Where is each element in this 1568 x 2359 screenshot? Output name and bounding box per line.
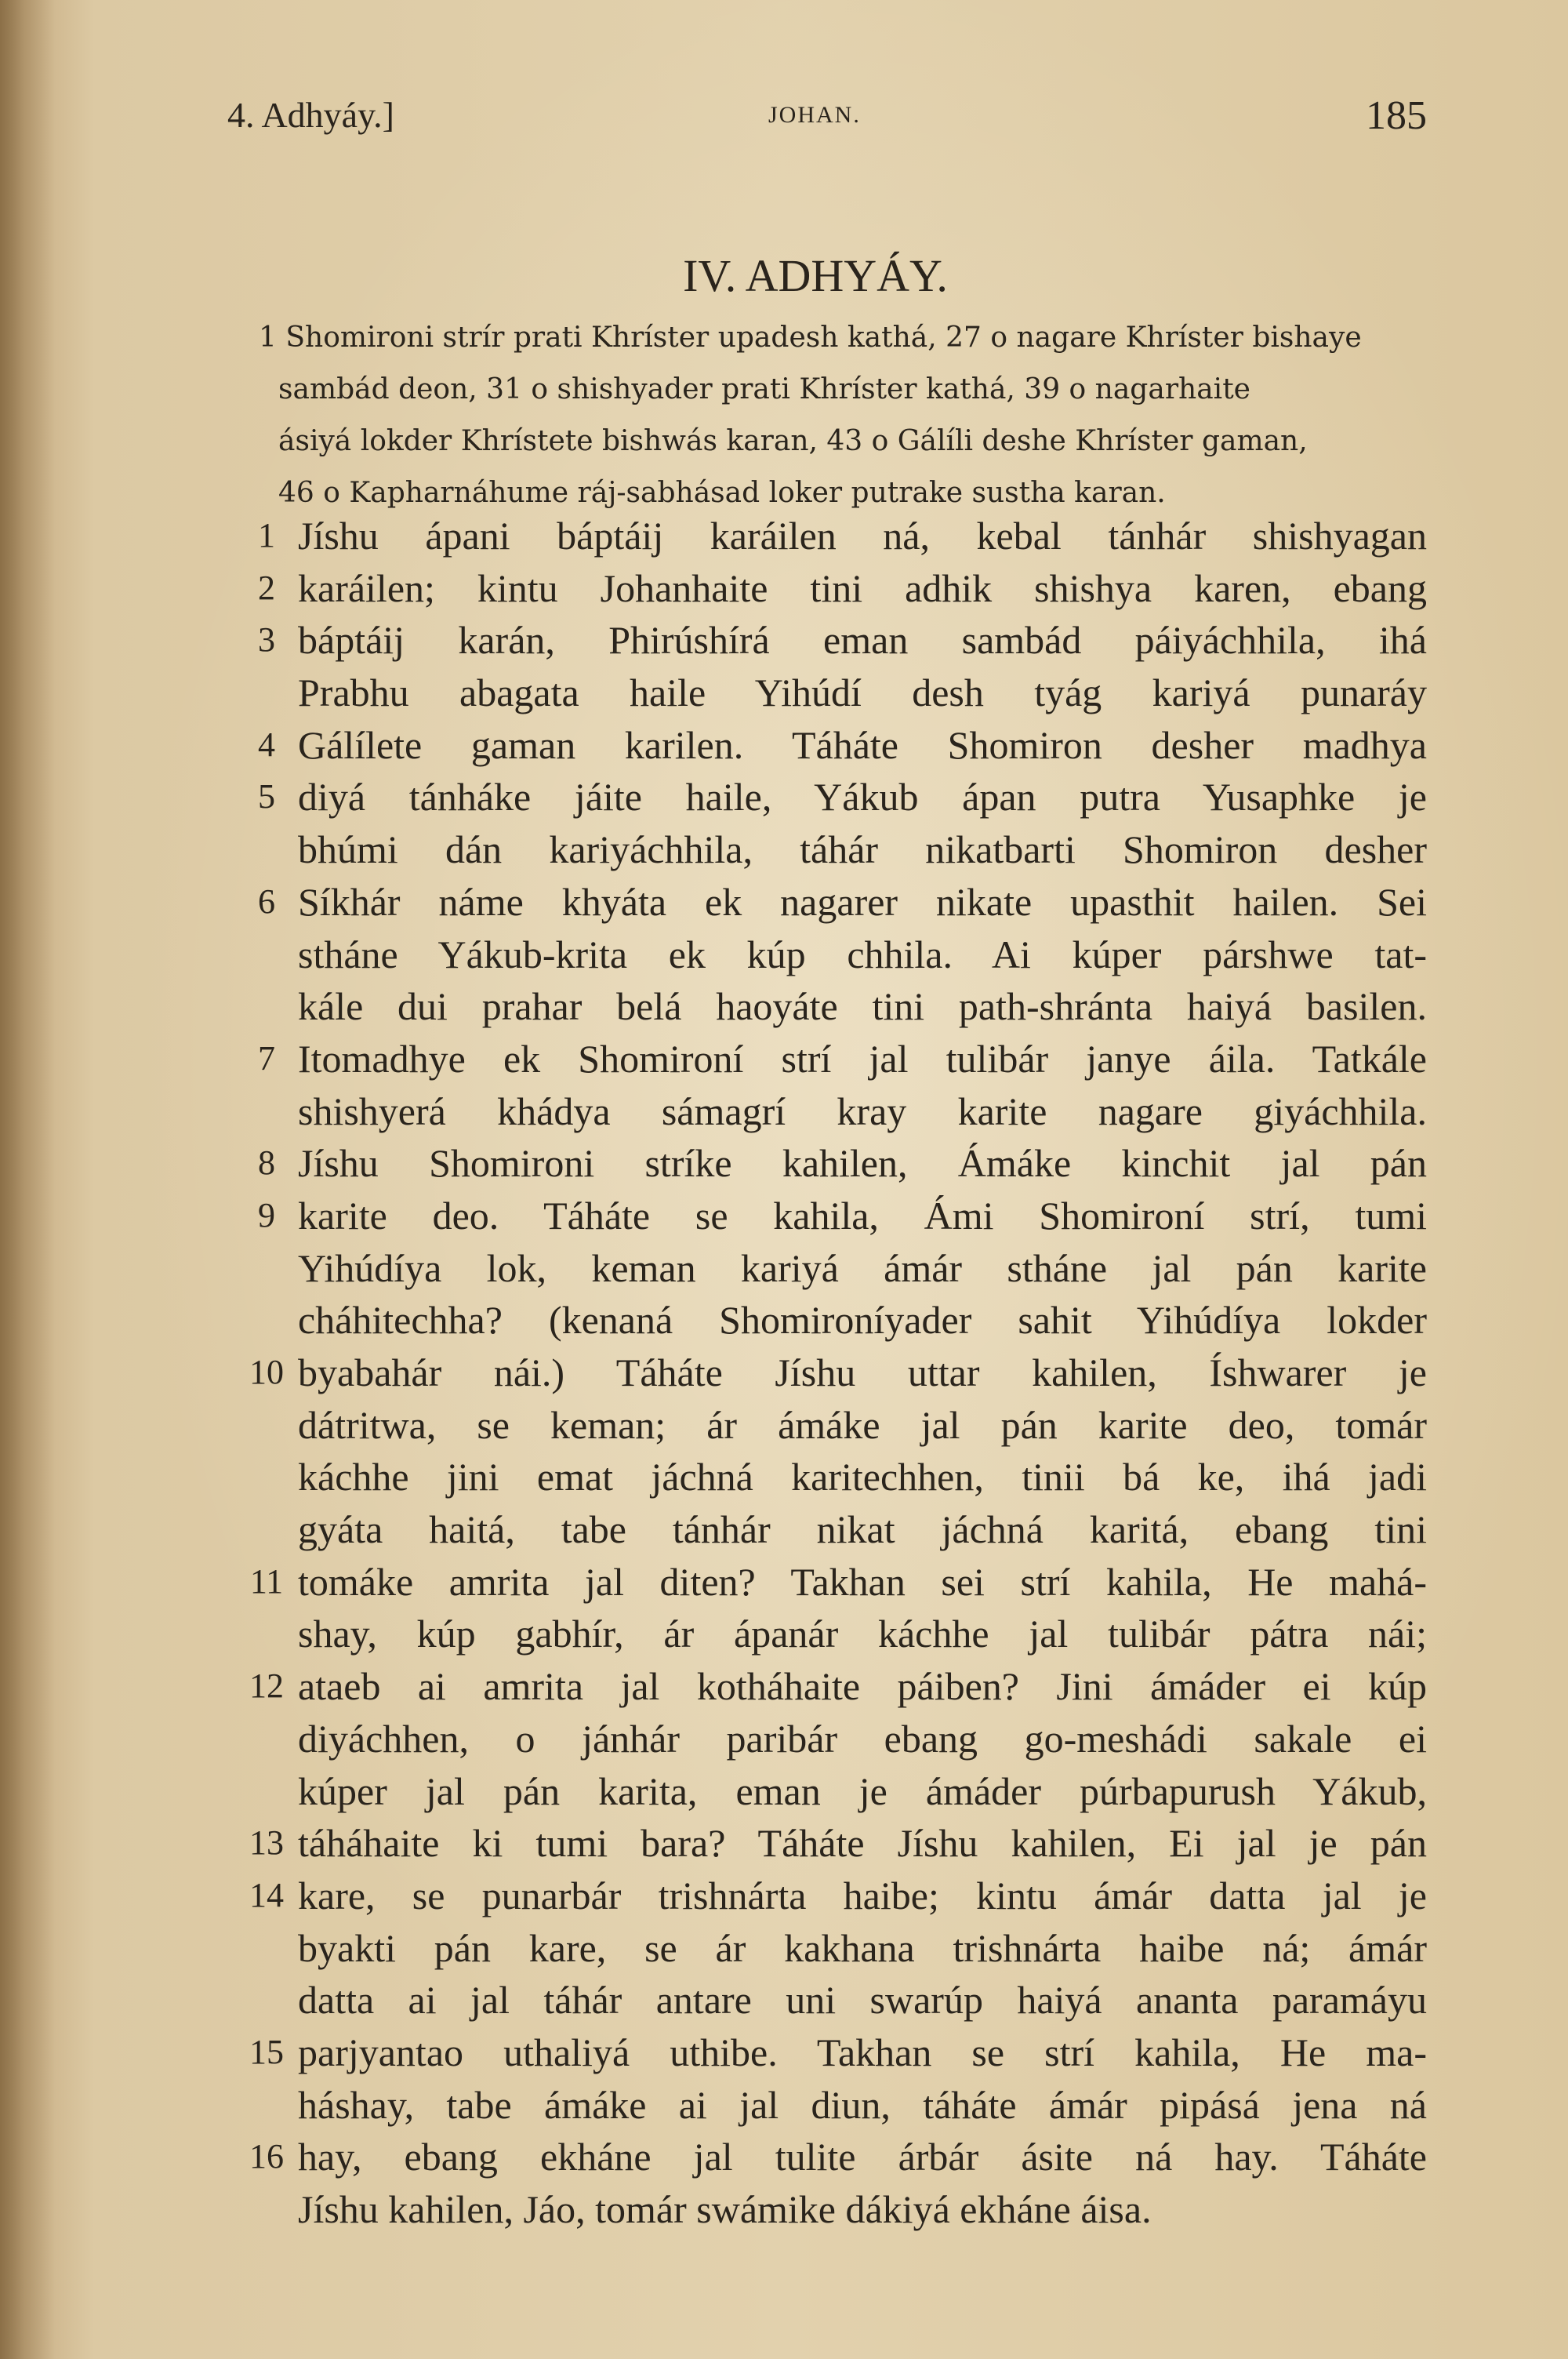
verse-line [235,614,1427,667]
verse-line-text: karite deo. Táháte se kahila, Ámi Shomironí strí, tumi [298,1193,1427,1238]
verse-number: 7 [258,1038,275,1078]
verse-line [235,1556,1427,1608]
verse-number: 4 [258,725,275,764]
summary-line: 46 o Kapharnáhume ráj-sabhásad loker putrake sustha karan. [278,477,1166,509]
verse-line-text: Jíshu Shomironi stríke kahilen, Ámáke kinchit jal pán [298,1141,1427,1186]
verse-number: 1 [258,516,275,554]
verse-line [235,1033,1427,1085]
running-head [227,94,1427,149]
verse-line [235,1608,1427,1660]
verse-line [235,1922,1427,1975]
verse-line [235,1765,1427,1818]
verse-line-text: byakti pán kare, se ár kakhana trishnárta haibe ná; ámár [298,1925,1427,1970]
verse-line [235,771,1427,823]
verse-line [235,1870,1427,1922]
verse-line [235,510,1427,562]
summary-line: sambád deon, 31 o shishyader prati Khríster kathá, 39 o nagarhaite [278,373,1250,405]
verse-line-text: ataeb ai amrita jal kotháhaite páiben? Jini ámáder ei kúp [298,1664,1427,1709]
verse-number: 3 [258,620,275,660]
verse-line [235,1294,1427,1347]
verse-line [235,2131,1427,2183]
verse-line [235,1974,1427,2026]
verse-number: 10 [249,1353,284,1391]
verse-line-text: Jíshu ápani báptáij karáilen ná, kebal tánhár shishyagan [298,514,1427,558]
verse-line-text: gyáta haitá, tabe tánhár nikat jáchná karitá, ebang tini [298,1507,1427,1552]
verse-number: 16 [249,2137,284,2176]
verse-line-text: káchhe jini emat jáchná karitechhen, tinii bá ke, ihá jadi [298,1455,1427,1499]
verse-line [235,1347,1427,1399]
verse-line [235,719,1427,772]
verse-number: 6 [258,881,275,921]
verse-line [235,1085,1427,1138]
verse-line [235,1660,1427,1713]
verse-line-text: tomáke amrita jal diten? Takhan sei strí kahila, He mahá- [298,1559,1427,1604]
verse-number: 14 [249,1875,284,1914]
verse-line [235,980,1427,1033]
verse-line-text: parjyantao uthaliyá uthibe. Takhan se strí kahila, He ma- [298,2030,1427,2074]
verse-line-text: hay, ebang ekháne jal tulite árbár ásite ná hay. Táháte [298,2135,1427,2179]
verse-line-text: Jíshu kahilen, Jáo, tomár swámike dákiyá ekháne áisa. [298,2187,1152,2231]
verse-line-text: Itomadhye ek Shomironí strí jal tulibár janye áila. Tatkále [298,1036,1427,1081]
verse-line [235,562,1427,615]
verse-line [235,2079,1427,2132]
verse-line [235,823,1427,876]
verse-line [235,1817,1427,1870]
verse-line [235,2183,1427,2236]
verse-number: 13 [249,1823,284,1863]
verse-text [235,510,1427,2236]
verse-line-text: stháne Yákub-krita ek kúp chhila. Ai kúper párshwe tat- [298,932,1427,976]
verse-line [235,1713,1427,1765]
summary-line: ásiyá lokder Khrístete bishwás karan, 43 o Gálíli deshe Khríster gaman, [278,425,1308,457]
verse-line-text: háshay, tabe ámáke ai jal diun, táháte ámár pipásá jena ná [298,2082,1427,2127]
verse-line [235,667,1427,719]
running-head-chapter: 4. Adhyáy.] [227,95,394,135]
verse-number: 11 [249,1561,284,1601]
verse-line-text: karáilen; kintu Johanhaite tini adhik shishya karen, ebang [298,565,1427,610]
page-number: 185 [1366,93,1427,138]
verse-line-text: táháhaite ki tumi bara? Táháte Jíshu kahilen, Ei jal je pán [298,1821,1427,1866]
verse-number: 2 [258,568,275,607]
summary-line: 1 Shomironi strír prati Khríster upadesh kathá, 27 o nagare Khríster bishaye [259,322,1362,354]
verse-line-text: cháhitechha? (kenaná Shomironíyader sahit Yihúdíya lokder [298,1298,1427,1343]
verse-line-text: diyá tánháke jáite haile, Yákub ápan putra Yusaphke je [298,775,1427,820]
verse-number: 12 [249,1667,284,1706]
verse-number: 8 [258,1143,275,1183]
verse-line [235,1503,1427,1556]
page-gutter-shadow [0,0,55,2359]
verse-line-text: shay, kúp gabhír, ár ápanár káchhe jal tulibár pátra nái; [298,1612,1427,1656]
verse-line-text: diyáchhen, o jánhár paribár ebang go-meshádi sakale ei [298,1716,1427,1761]
verse-line-text: datta ai jal táhár antare uni swarúp haiyá ananta paramáyu [298,1978,1427,2023]
verse-line [235,2026,1427,2079]
verse-line-text: Síkhár náme khyáta ek nagarer nikate upasthit hailen. Sei [298,879,1427,924]
verse-line [235,929,1427,981]
verse-line-text: báptáij karán, Phirúshírá eman sambád páiyáchhila, ihá [298,618,1427,663]
verse-line-text: dátritwa, se keman; ár ámáke jal pán karite deo, tomár [298,1402,1427,1447]
verse-line-text: byabahár nái.) Táháte Jíshu uttar kahilen, Íshwarer je [298,1350,1427,1394]
chapter-title: IV. ADHYÁY. [683,250,948,301]
verse-line [235,1242,1427,1295]
verse-line-text: Yihúdíya lok, keman kariyá ámár stháne jal pán karite [298,1245,1427,1290]
verse-line [235,876,1427,929]
verse-number: 9 [258,1195,275,1234]
running-head-book: JOHAN. [768,102,861,128]
verse-line-text: bhúmi dán kariyáchhila, táhár nikatbarti Shomiron desher [298,827,1427,872]
verse-line-text: kále dui prahar belá haoyáte tini path-shránta haiyá basilen. [298,984,1427,1029]
verse-line [235,1451,1427,1503]
verse-number: 5 [258,777,275,816]
verse-number: 15 [249,2032,284,2071]
verse-line-text: Prabhu abagata haile Yihúdí desh tyág kariyá punaráy [298,671,1427,715]
verse-line-text: Gálílete gaman karilen. Táháte Shomiron desher madhya [298,722,1427,767]
verse-line-text: kare, se punarbár trishnárta haibe; kintu ámár datta jal je [298,1873,1427,1917]
chapter-summary [259,312,1427,519]
verse-line [235,1399,1427,1452]
verse-line [235,1190,1427,1242]
verse-line-text: shishyerá khádya sámagrí kray karite nagare giyáchhila. [298,1089,1427,1133]
verse-line-text: kúper jal pán karita, eman je ámáder púrbapurush Yákub, [298,1768,1427,1813]
verse-line [235,1137,1427,1190]
